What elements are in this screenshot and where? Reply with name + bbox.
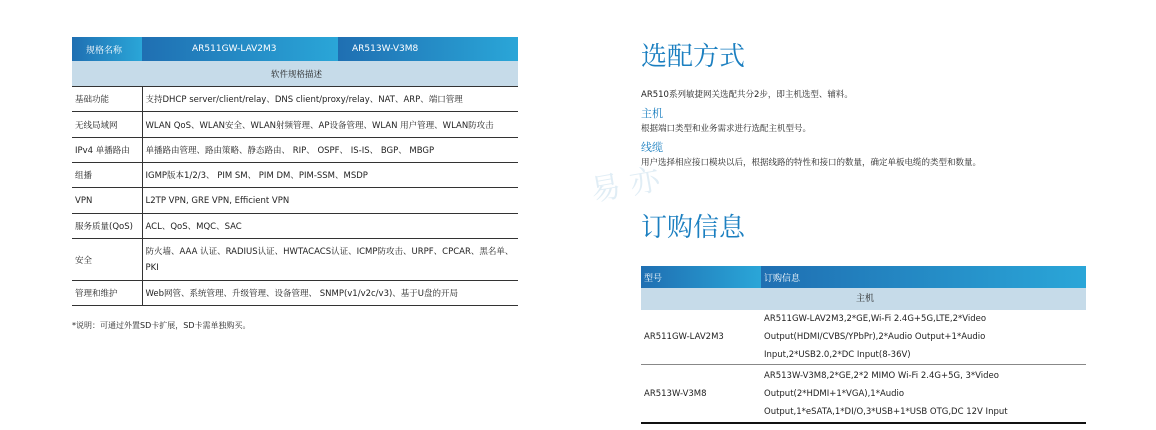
spec-section-label: 软件规格描述 [72, 61, 518, 87]
table-row [72, 163, 518, 188]
spec-key: 基础功能 [72, 87, 142, 112]
spec-key: 无线局域网 [72, 112, 142, 138]
host-heading: 主机 [641, 107, 663, 120]
table-row [641, 365, 1086, 424]
spec-value: Web网管、系统管理、升级管理、设备管理、 SNMP(v1/v2c/v3)、基于U盘的开局 [142, 281, 518, 306]
order-header-model: 型号 [641, 266, 761, 288]
table-row [72, 214, 518, 239]
order-title: 订购信息 [641, 213, 746, 243]
spec-key: 组播 [72, 163, 142, 188]
spec-header-model-2: AR513W-V3M8 [338, 37, 518, 61]
select-title: 选配方式 [641, 42, 746, 72]
order-section-row [641, 288, 1086, 310]
spec-value: 单播路由管理、路由策略、静态路由、 RIP、 OSPF、 IS-IS、 BGP、 MBGP [142, 138, 518, 163]
table-row [72, 281, 518, 306]
host-text: 根据端口类型和业务需求进行选配主机型号。 [641, 124, 812, 134]
table-row [72, 112, 518, 138]
spec-note: *说明：可通过外置SD卡扩展，SD卡需单独购买。 [72, 321, 251, 330]
order-header-row [641, 266, 1086, 288]
cable-heading: 线缆 [641, 141, 663, 154]
spec-value: L2TP VPN, GRE VPN, Efficient VPN [142, 188, 518, 214]
spec-value: ACL、QoS、MQC、SAC [142, 214, 518, 239]
spec-key: IPv4 单播路由 [72, 138, 142, 163]
spec-value: WLAN QoS、WLAN安全、WLAN射频管理、AP设备管理、WLAN 用户管理、WLAN防攻击 [142, 112, 518, 138]
spec-key: VPN [72, 188, 142, 214]
spec-section [72, 37, 518, 331]
order-model: AR513W-V3M8 [641, 365, 761, 424]
spec-header-row [72, 37, 518, 61]
spec-key: 安全 [72, 239, 142, 281]
table-row [72, 188, 518, 214]
table-row [641, 310, 1086, 365]
order-table [641, 266, 1086, 424]
spec-value: 防火墙、AAA 认证、RADIUS认证、HWTACACS认证、ICMP防攻击、URPF、CPCAR、黑名单、PKI [142, 239, 518, 281]
spec-section-row [72, 61, 518, 87]
select-intro: AR510系列敏捷网关选配共分2步，即主机选型、辅料。 [641, 90, 853, 100]
spec-table [72, 37, 518, 306]
order-info: AR513W-V3M8,2*GE,2*2 MIMO Wi-Fi 2.4G+5G, 3*Video Output(2*HDMI+1*VGA),1*Audio Output,1*eSATA,1*DI/O,3*USB+1*USB OTG,DC 12V Input [761, 365, 1086, 424]
order-info: AR511GW-LAV2M3,2*GE,Wi-Fi 2.4G+5G,LTE,2*Video Output(HDMI/CVBS/YPbPr),2*Audio Output+1*Audio Input,2*USB2.0,2*DC Input(8-36V) [761, 310, 1086, 365]
order-header-info: 订购信息 [761, 266, 1086, 288]
watermark: 易 亦 [588, 162, 663, 209]
order-section-label: 主机 [641, 288, 1086, 310]
spec-header-model-1: AR511GW-LAV2M3 [142, 37, 338, 61]
table-row [72, 138, 518, 163]
spec-key: 服务质量(QoS) [72, 214, 142, 239]
spec-key: 管理和维护 [72, 281, 142, 306]
table-row [72, 87, 518, 112]
cable-text: 用户选择相应接口模块以后，根据线路的特性和接口的数量，确定单板电缆的类型和数量。 [641, 158, 982, 168]
spec-header-name: 规格名称 [72, 37, 142, 61]
order-section [641, 266, 1086, 424]
spec-value: 支持DHCP server/client/relay、DNS client/proxy/relay、NAT、ARP、端口管理 [142, 87, 518, 112]
order-model: AR511GW-LAV2M3 [641, 310, 761, 365]
table-row [72, 239, 518, 281]
spec-value: IGMP版本1/2/3、 PIM SM、 PIM DM、PIM-SSM、MSDP [142, 163, 518, 188]
